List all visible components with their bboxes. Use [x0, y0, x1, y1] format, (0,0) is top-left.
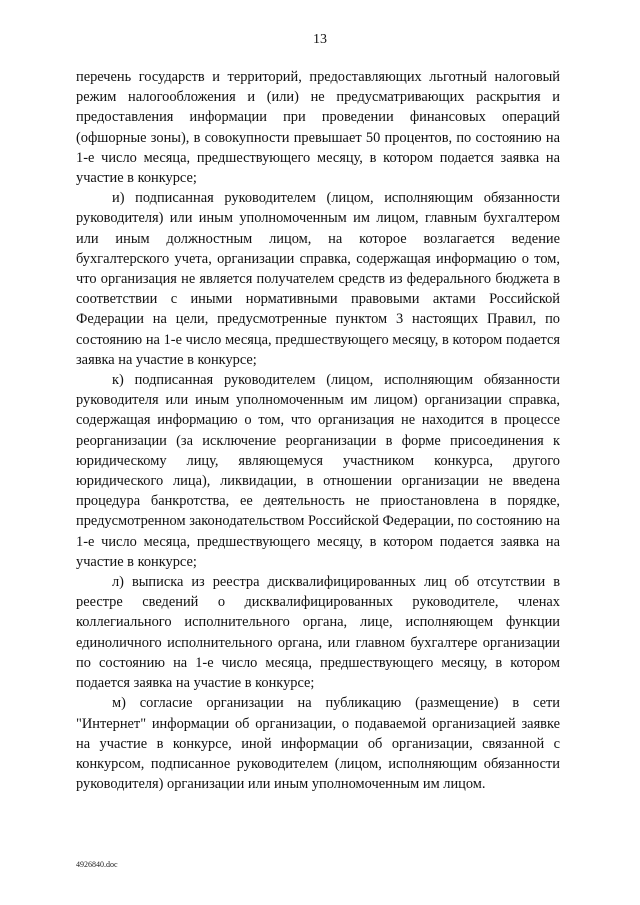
document-body	[76, 67, 560, 794]
page-number: 13	[313, 32, 327, 47]
paragraph-item-k: к) подписанная руководителем (лицом, исполняющим обязанности руководителя или иным уполномоченным им лицом) организации справка, содержащая информацию о том, что организация не находится в процессе реорганизации (за исключение реорганизации в форме присоединения к юридическому лицу, являющемуся участником конкурса, другого юридического лица), ликвидации, в отношении организации не введена процедура банкротства, ее деятельность не приостановлена в порядке, предусмотренном законодательством Российской Федерации, по состоянию на 1-е число месяца, предшествующего месяцу, в котором подается заявка на участие в конкурсе;	[76, 372, 560, 570]
paragraph-item-m: м) согласие организации на публикацию (размещение) в сети "Интернет" информации об организации, о подаваемой организацией заявке на участие в конкурсе, иной информации об организации, связанной с конкурсом, подписанное руководителем (лицом, исполняющим обязанности руководителя) организации или иным уполномоченным им лицом.	[76, 695, 560, 793]
footer-filename: 4926840.doc	[76, 860, 118, 869]
paragraph-item-l: л) выписка из реестра дисквалифицированных лиц об отсутствии в реестре сведений о дисквалифицированных руководителе, членах коллегиального исполнительного органа, лице, исполняющем функции единоличного исполнительного органа, или главном бухгалтере организации по состоянию на 1-е число месяца, предшествующего месяцу, в котором подается заявка на участие в конкурсе;	[76, 574, 560, 692]
paragraph-item-i: и) подписанная руководителем (лицом, исполняющим обязанности руководителя) или иным уполномоченным им лицом, главным бухгалтером или иным должностным лицом, на которое возлагается ведение бухгалтерского учета, организации справка, содержащая информацию о том, что организация не является получателем средств из федерального бюджета в соответствии с иными нормативными правовыми актами Российской Федерации на цели, предусмотренные пунктом 3 настоящих Правил, по состоянию на 1-е число месяца, предшествующего месяцу, в котором подается заявка на участие в конкурсе;	[76, 190, 560, 368]
paragraph-continuation: перечень государств и территорий, предоставляющих льготный налоговый режим налогообложения и (или) не предусматривающих раскрытия и предоставления информации при проведении финансовых операций (офшорные зоны), в совокупности превышает 50 процентов, по состоянию на 1-е число месяца, предшествующего месяцу, в котором подается заявка на участие в конкурсе;	[76, 69, 560, 187]
